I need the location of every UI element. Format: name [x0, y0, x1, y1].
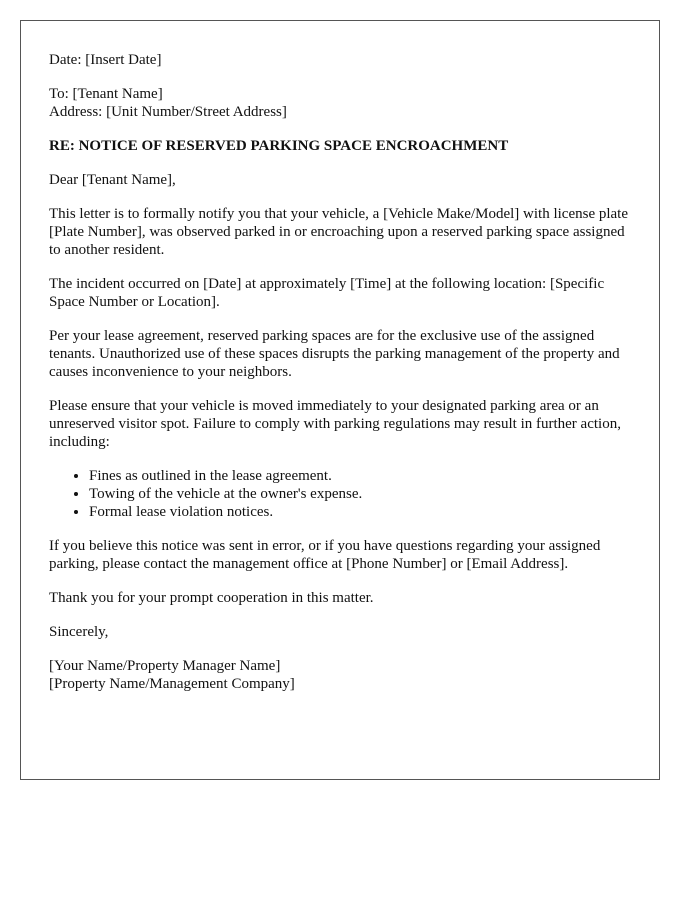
signature-company: [Property Name/Management Company]	[49, 676, 295, 692]
recipient-block	[49, 85, 631, 121]
body-paragraph-incident: The incident occurred on [Date] at approximately [Time] at the following location: [Specific Space Number or Location].	[49, 276, 605, 310]
body-paragraph-action: Please ensure that your vehicle is moved immediately to your designated parking area or an unreserved visitor spot. Failure to comply with parking regulations may result in further action, including:	[49, 398, 621, 450]
consequences-list	[49, 467, 631, 521]
body-paragraph-contact: If you believe this notice was sent in error, or if you have questions regarding your assigned parking, please contact the management office at [Phone Number] or [Email Address].	[49, 538, 601, 572]
body-paragraph-notification: This letter is to formally notify you that your vehicle, a [Vehicle Make/Model] with license plate [Plate Number], was observed parked in or encroaching upon a reserved parking space assigned to another resident.	[49, 206, 629, 258]
list-item: • Fines as outlined in the lease agreement.	[89, 467, 631, 485]
subject-line: RE: NOTICE OF RESERVED PARKING SPACE ENCROACHMENT	[49, 138, 509, 154]
recipient-address-line: Address: [Unit Number/Street Address]	[49, 104, 287, 120]
recipient-name-line: To: [Tenant Name]	[49, 86, 163, 102]
list-item: • Formal lease violation notices.	[89, 503, 631, 521]
thanks-line: Thank you for your prompt cooperation in this matter.	[49, 590, 374, 606]
salutation: Dear [Tenant Name],	[49, 172, 176, 188]
list-item: • Towing of the vehicle at the owner's expense.	[89, 485, 631, 503]
date-line: Date: [Insert Date]	[49, 52, 162, 68]
body-paragraph-lease: Per your lease agreement, reserved parking spaces are for the exclusive use of the assigned tenants. Unauthorized use of these spaces disrupts the parking management of the property and causes inconvenience to your neighbors.	[49, 328, 620, 380]
closing: Sincerely,	[49, 624, 109, 640]
signature-name: [Your Name/Property Manager Name]	[49, 658, 281, 674]
signature-block	[49, 657, 631, 693]
letter-page	[20, 20, 660, 780]
